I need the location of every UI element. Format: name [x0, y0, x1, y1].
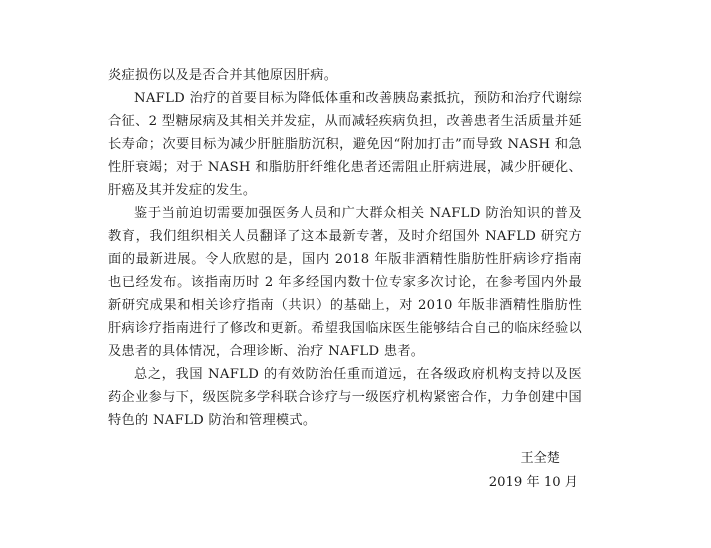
signature-date: 2019 年 10 月: [488, 475, 578, 490]
paragraph-conclusion: 总之，我国 NAFLD 的有效防治任重而道远，在各级政府机构支持以及医药企业参与下，级医院多学科联合诊疗与一级医疗机构紧密合作，力争创建中国特色的 NAFLD 防治和管理模式。: [108, 367, 582, 428]
author-name: 王全楚: [520, 451, 560, 466]
body-text: [108, 64, 582, 432]
paragraph-continuation: 炎症损伤以及是否合并其他原因肝病。: [108, 68, 338, 83]
paragraph-translation-purpose: 鉴于当前迫切需要加强医务人员和广大群众相关 NAFLD 防治知识的普及教育，我们组织相关人员翻译了这本最新专著，及时介绍国外 NAFLD 研究方面的最新进展。令人欣慰的是，国内 2018 年版非酒精性脂肪性肝病诊疗指南也已经发布。该指南历时 2 年多经国内数十位专家多次讨论，在参考国内外最新研究成果和相关诊疗指南（共识）的基础上，对 2010 年版非酒精性脂肪性肝病诊疗指南进行了修改和更新。希望我国临床医生能够结合自己的临床经验以及患者的具体情况，合理诊断、治疗 NAFLD 患者。: [108, 206, 582, 359]
signature-block: [489, 447, 578, 495]
paragraph-treatment-goals: NAFLD 治疗的首要目标为降低体重和改善胰岛素抵抗，预防和治疗代谢综合征、2 型糖尿病及其相关并发症，从而减轻疾病负担，改善患者生活质量并延长寿命；次要目标为减少肝脏脂肪沉积，避免因“附加打击”而导致 NASH 和急性肝衰竭；对于 NASH 和脂肪肝纤维化患者还需阻止肝病进展，减少肝硬化、肝癌及其并发症的发生。: [108, 91, 582, 198]
